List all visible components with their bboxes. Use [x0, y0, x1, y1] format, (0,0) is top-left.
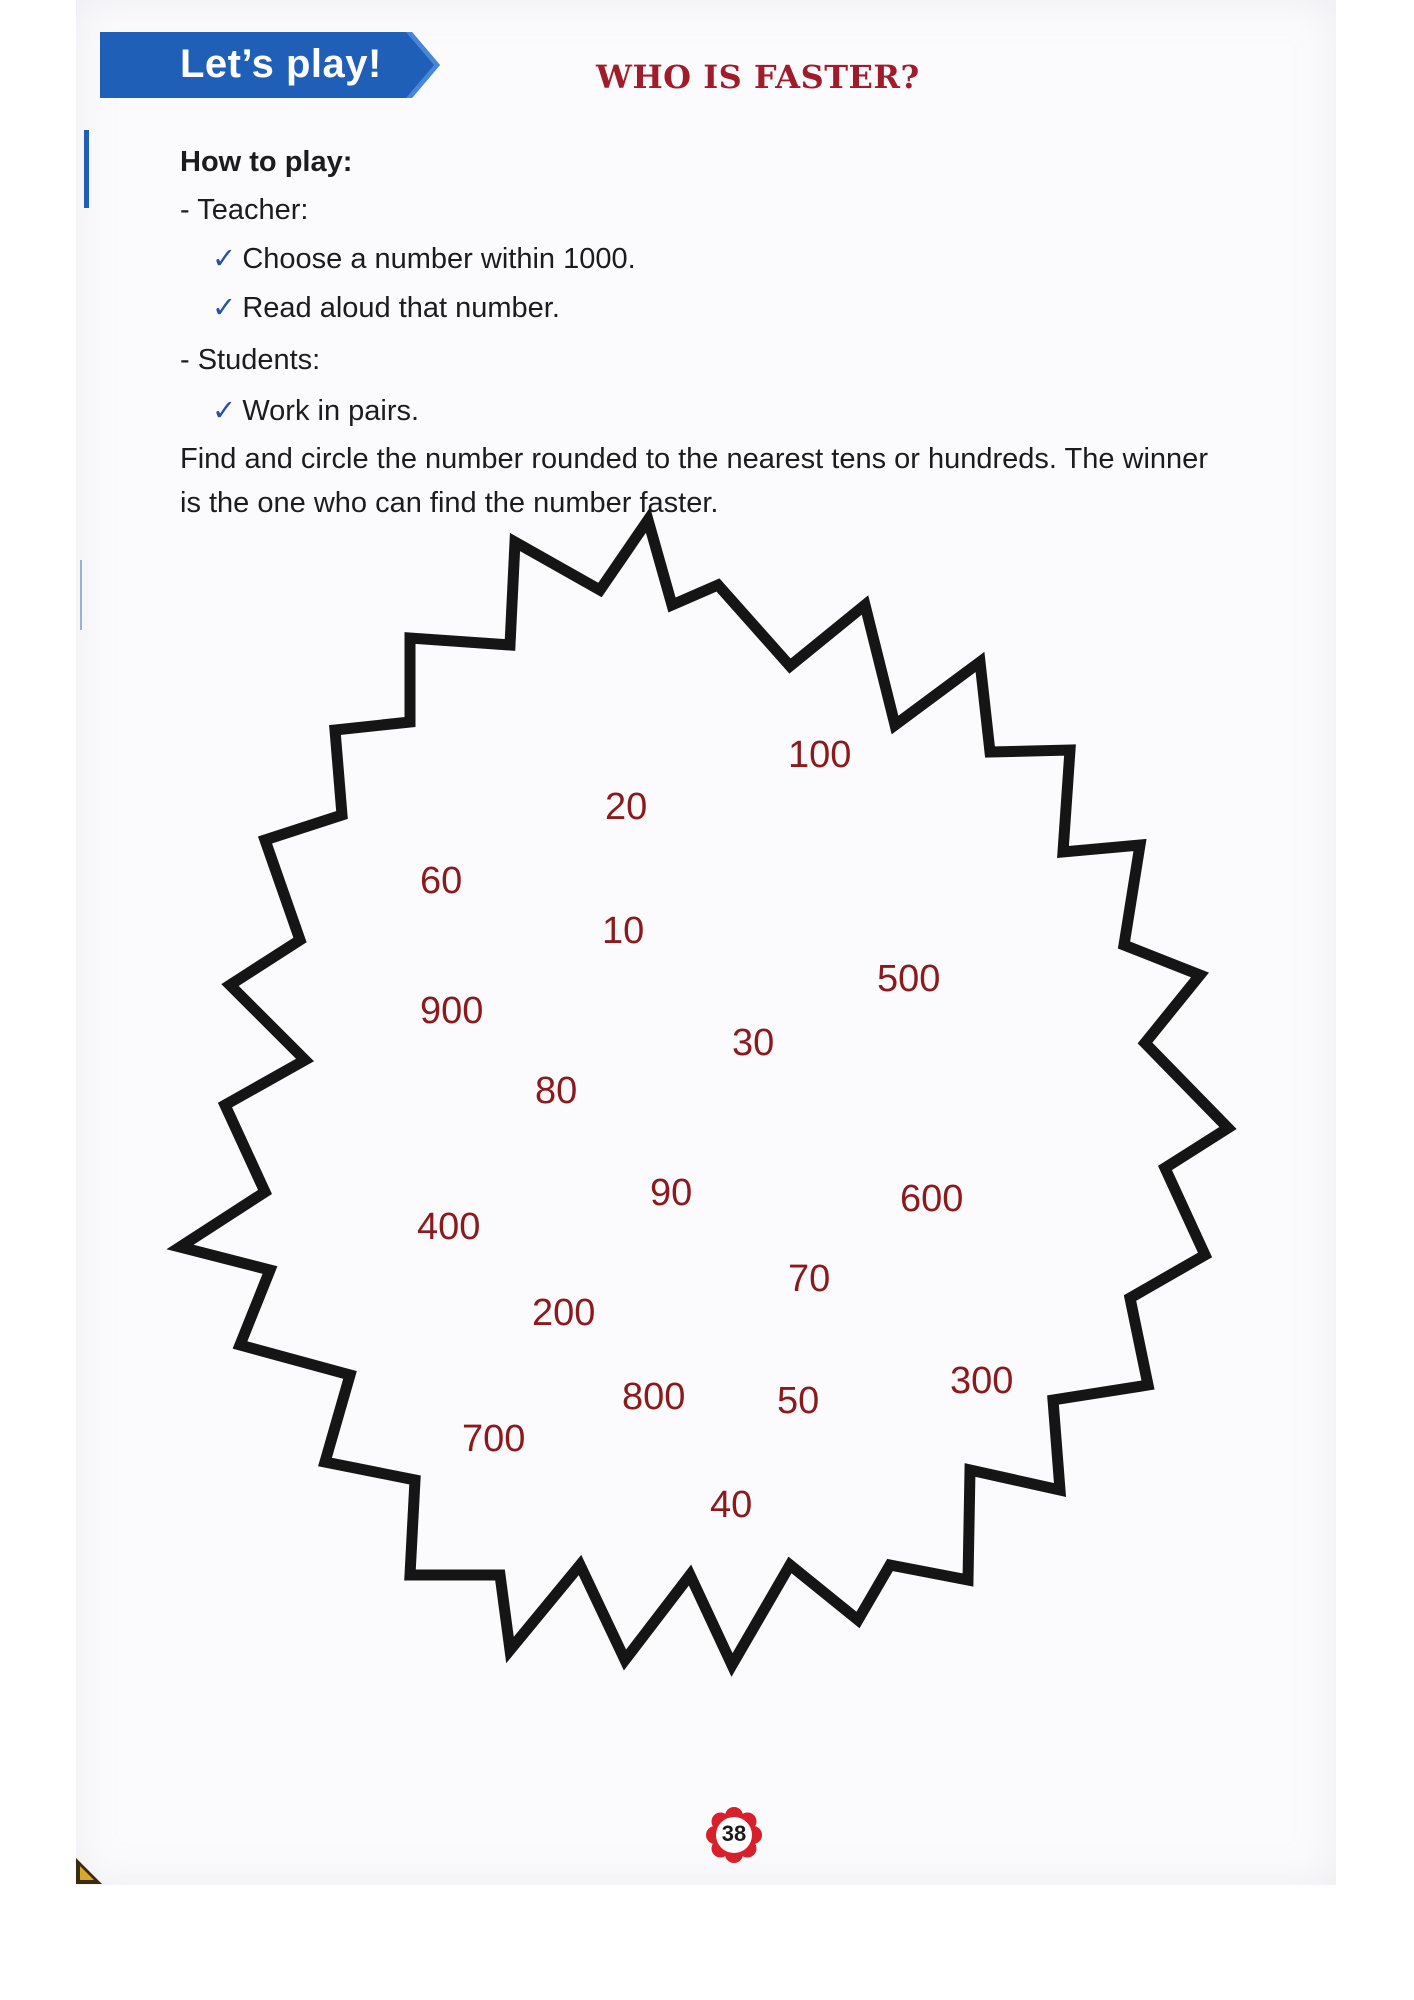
- star-number-10[interactable]: 10: [602, 910, 645, 952]
- star-number-100[interactable]: 100: [788, 734, 852, 776]
- star-number-600[interactable]: 600: [900, 1178, 964, 1220]
- star-number-40[interactable]: 40: [710, 1484, 753, 1526]
- star-number-700[interactable]: 700: [462, 1418, 526, 1460]
- star-number-500[interactable]: 500: [877, 958, 941, 1000]
- check-icon: ✓: [212, 243, 237, 275]
- check-icon: ✓: [212, 395, 237, 427]
- banner-label: Let’s play!: [180, 42, 382, 86]
- star-number-400[interactable]: 400: [417, 1206, 481, 1248]
- game-title: WHO IS FASTER?: [596, 58, 920, 96]
- corner-triangle-icon: [76, 1858, 104, 1884]
- star-number-60[interactable]: 60: [420, 860, 463, 902]
- teacher-step-1-text: Choose a number within 1000.: [242, 243, 636, 275]
- star-number-800[interactable]: 800: [622, 1376, 686, 1418]
- star-number-900[interactable]: 900: [420, 990, 484, 1032]
- task-line-1: Find and circle the number rounded to the nearest tens or hundreds. The winner: [180, 443, 1208, 475]
- star-number-50[interactable]: 50: [777, 1380, 820, 1422]
- star-number-80[interactable]: 80: [535, 1070, 578, 1112]
- teacher-step-2-text: Read aloud that number.: [242, 292, 560, 324]
- teacher-label: - Teacher:: [180, 194, 309, 226]
- task-line-2: is the one who can find the number faster.: [180, 487, 719, 519]
- star-number-20[interactable]: 20: [605, 786, 648, 828]
- how-to-play-heading: How to play:: [180, 146, 353, 178]
- student-step-1-text: Work in pairs.: [242, 395, 420, 427]
- star-number-300[interactable]: 300: [950, 1360, 1014, 1402]
- students-label: - Students:: [180, 344, 321, 376]
- star-number-30[interactable]: 30: [732, 1022, 775, 1064]
- star-number-200[interactable]: 200: [532, 1292, 596, 1334]
- check-icon: ✓: [212, 292, 237, 324]
- page-number: 38: [721, 1821, 747, 1846]
- star-number-70[interactable]: 70: [788, 1258, 831, 1300]
- page-number-badge: [706, 1807, 762, 1863]
- star-number-90[interactable]: 90: [650, 1172, 693, 1214]
